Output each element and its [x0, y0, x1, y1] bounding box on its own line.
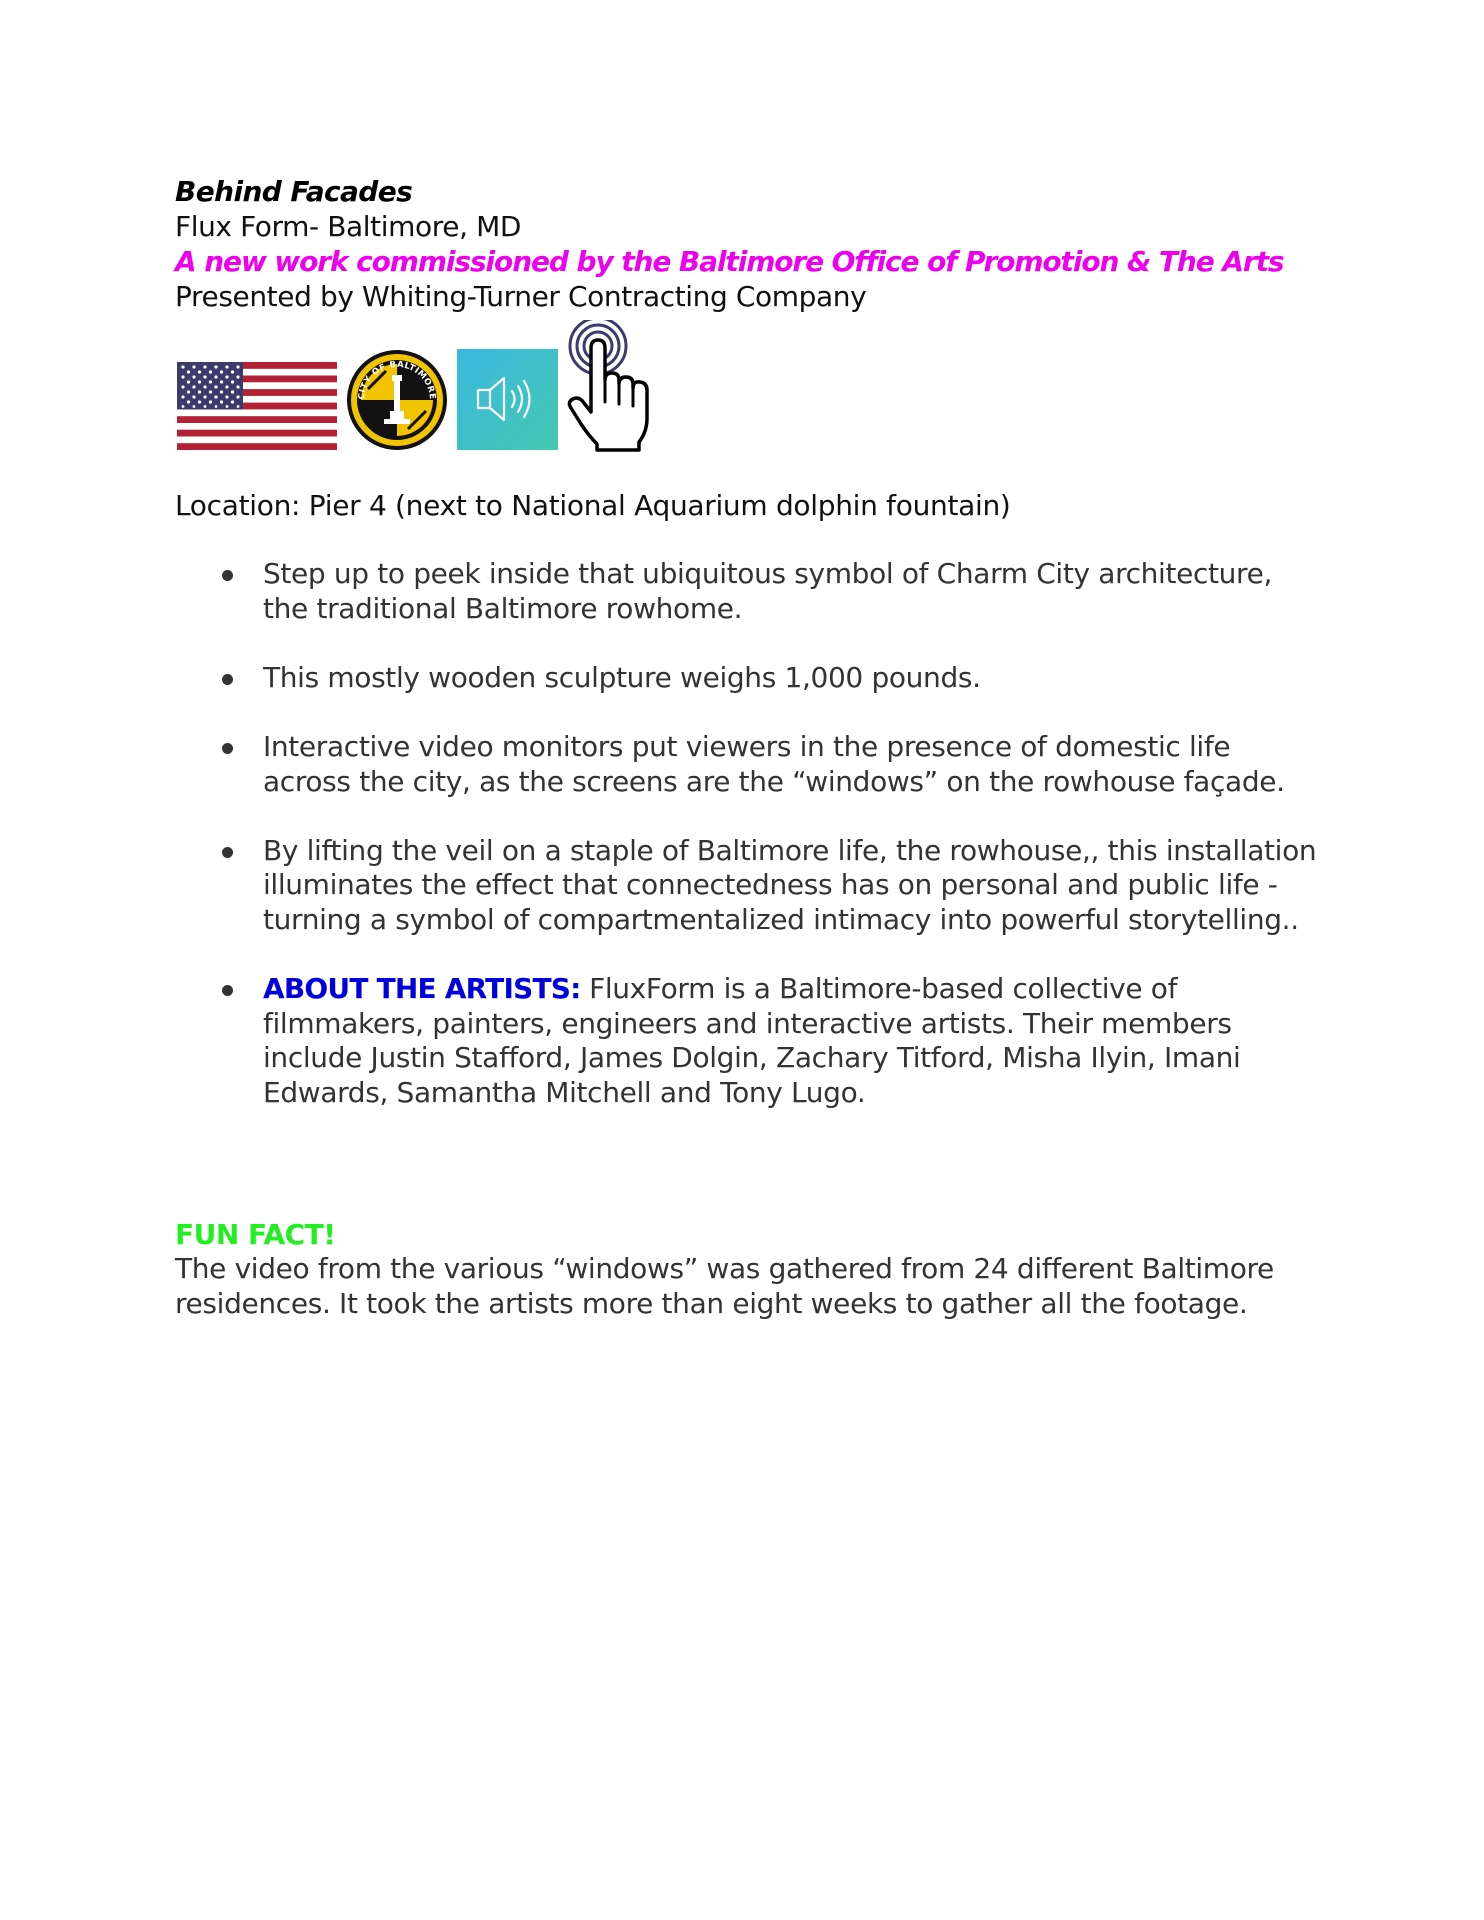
us-flag-icon — [177, 362, 337, 450]
list-item — [175, 557, 1325, 626]
location-line: Location: Pier 4 (next to National Aquarium dolphin fountain) — [175, 489, 1011, 522]
about-artists-label: ABOUT THE ARTISTS: — [263, 972, 581, 1006]
commission-line: A new work commissioned by the Baltimore Office of Promotion & The Arts — [175, 245, 1284, 278]
list-item-text: Step up to peek inside that ubiquitous symbol of Charm City architecture, the traditional Baltimore rowhome. — [263, 557, 1273, 625]
list-item-text: Interactive video monitors put viewers in the presence of domestic life across the city, as the screens are the “windows” on the rowhouse façade. — [263, 729, 1285, 798]
presenter-line: Presented by Whiting-Turner Contracting Company — [175, 280, 867, 313]
list-item — [175, 972, 1325, 1110]
bullet-dot — [222, 570, 233, 581]
speaker-audio-icon[interactable] — [457, 349, 558, 450]
bullet-dot — [222, 674, 233, 685]
list-item — [175, 834, 1325, 938]
about-artists-text: FluxForm is a Baltimore-based collective of filmmakers, painters, engineers and interactive artists. Their members include Justin Stafford, James Dolgin, Zachary Titford, Misha Ilyin, Imani Edwards, Samantha Mitchell and Tony Lugo. — [263, 972, 1241, 1109]
list-item — [175, 730, 1325, 799]
page-title: Behind Facades — [175, 175, 413, 208]
fun-fact-label: FUN FACT! — [175, 1218, 336, 1251]
artist-location: Flux Form- Baltimore, MD — [175, 210, 521, 243]
list-item-text: This mostly wooden sculpture weighs 1,000 pounds. — [263, 660, 981, 694]
fun-fact-text: The video from the various “windows” was gathered from 24 different Baltimore residences. It took the artists more than eight weeks to gather all the footage. — [175, 1252, 1274, 1320]
svg-text:CITY OF BALTIMORE: CITY OF BALTIMORE — [356, 359, 438, 401]
bullet-dot — [222, 985, 233, 996]
list-item — [175, 661, 1325, 696]
document-page — [175, 174, 1335, 1320]
icons-row — [175, 320, 1335, 460]
list-item-text: By lifting the veil on a staple of Baltimore life, the rowhouse,, this installation illuminates the effect that connectedness has on personal and public life - turning a symbol of compartmentalized intimacy into powerful storytelling.. — [263, 833, 1317, 936]
bullet-dot — [222, 847, 233, 858]
bullet-dot — [222, 743, 233, 754]
bullet-list — [175, 557, 1325, 1145]
city-of-baltimore-seal-icon — [346, 349, 448, 451]
touch-hand-icon[interactable] — [567, 320, 657, 452]
